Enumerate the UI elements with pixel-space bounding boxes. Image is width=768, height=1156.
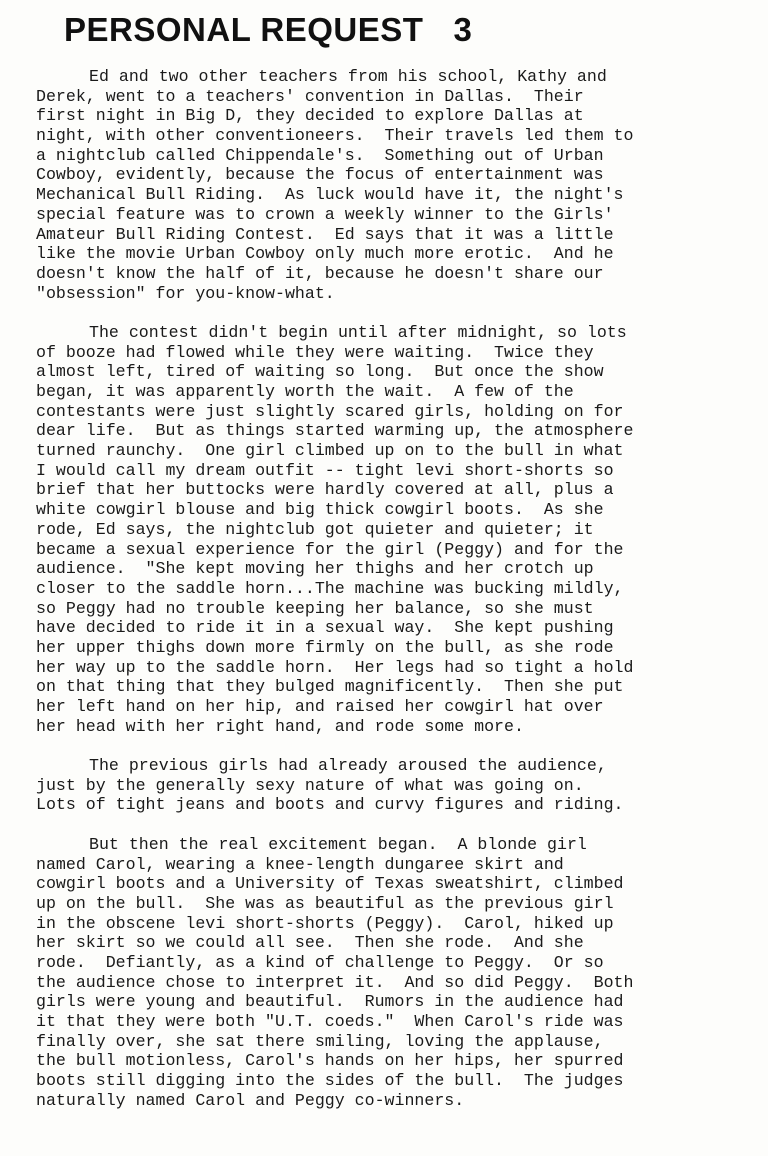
- text-line: The contest didn't begin until after midnight, so lots: [89, 322, 627, 342]
- text-line: became a sexual experience for the girl (Peggy) and for the: [36, 539, 624, 559]
- text-line: girls were young and beautiful. Rumors in the audience had: [36, 992, 624, 1012]
- text-line: her left hand on her hip, and raised her cowgirl hat over: [36, 697, 604, 716]
- text-line: audience. "She kept moving her thighs and her crotch up: [36, 559, 594, 579]
- text-line: Amateur Bull Riding Contest. Ed says that it was a little: [36, 224, 614, 244]
- text-line: of booze had flowed while they were waiting. Twice they: [36, 342, 594, 362]
- text-line: just by the generally sexy nature of what was going on.: [36, 775, 584, 795]
- text-line: on that thing that they bulged magnificently. Then she put: [36, 677, 624, 697]
- article-body: [36, 67, 746, 1130]
- paragraph: [36, 67, 746, 303]
- paragraph: [36, 323, 746, 736]
- text-line: named Carol, wearing a knee-length dungaree skirt and: [36, 854, 564, 874]
- text-line: boots still digging into the sides of the bull. The judges: [36, 1071, 624, 1091]
- text-line: The previous girls had already aroused the audience,: [89, 756, 607, 776]
- page-title: [64, 10, 472, 50]
- text-line: night, with other conventioneers. Their travels led them to: [36, 126, 634, 146]
- text-line: rode, Ed says, the nightclub got quieter and quieter; it: [36, 519, 594, 539]
- text-line: have decided to ride it in a sexual way. She kept pushing: [36, 618, 614, 638]
- text-line: the bull motionless, Carol's hands on her hips, her spurred: [36, 1051, 624, 1071]
- text-line: dear life. But as things started warming up, the atmosphere: [36, 421, 634, 441]
- text-line: But then the real excitement began. A blonde girl: [89, 834, 587, 854]
- text-line: her upper thighs down more firmly on the bull, as she rode: [36, 637, 614, 657]
- text-line: I would call my dream outfit -- tight levi short-shorts so: [36, 460, 614, 480]
- text-line: so Peggy had no trouble keeping her balance, so she must: [36, 598, 594, 618]
- text-line: a nightclub called Chippendale's. Something out of Urban: [36, 145, 604, 165]
- text-line: almost left, tired of waiting so long. But once the show: [36, 362, 604, 382]
- text-line: white cowgirl blouse and big thick cowgirl boots. As she: [36, 500, 604, 520]
- text-line: in the obscene levi short-shorts (Peggy). Carol, hiked up: [36, 913, 614, 933]
- text-line: finally over, she sat there smiling, loving the applause,: [36, 1031, 604, 1051]
- paragraph: [36, 835, 746, 1111]
- text-line: began, it was apparently worth the wait. A few of the: [36, 382, 574, 401]
- text-line: contestants were just slightly scared girls, holding on for: [36, 401, 624, 421]
- text-line: cowgirl boots and a University of Texas sweatshirt, climbed: [36, 874, 624, 894]
- text-line: her way up to the saddle horn. Her legs had so tight a hold: [36, 657, 634, 677]
- text-line: Mechanical Bull Riding. As luck would have it, the night's: [36, 185, 624, 205]
- text-line: her head with her right hand, and rode some more.: [36, 716, 524, 736]
- text-line: it that they were both "U.T. coeds." When Carol's ride was: [36, 1012, 624, 1031]
- text-line: doesn't know the half of it, because he doesn't share our: [36, 263, 604, 283]
- text-line: her skirt so we could all see. Then she rode. And she: [36, 933, 584, 953]
- text-line: rode. Defiantly, as a kind of challenge to Peggy. Or so: [36, 952, 604, 972]
- text-line: first night in Big D, they decided to explore Dallas at: [36, 106, 584, 126]
- text-line: turned raunchy. One girl climbed up on to the bull in what: [36, 441, 624, 461]
- text-line: special feature was to crown a weekly winner to the Girls': [36, 204, 614, 224]
- text-line: brief that her buttocks were hardly covered at all, plus a: [36, 480, 614, 500]
- title-text: PERSONAL REQUEST: [64, 11, 424, 48]
- text-line: up on the bull. She was as beautiful as the previous girl: [36, 893, 614, 913]
- text-line: closer to the saddle horn...The machine was bucking mildly,: [36, 578, 624, 598]
- title-number: 3: [453, 11, 473, 48]
- text-line: Ed and two other teachers from his school, Kathy and: [89, 67, 607, 86]
- text-line: "obsession" for you-know-what.: [36, 283, 335, 303]
- text-line: Derek, went to a teachers' convention in Dallas. Their: [36, 86, 584, 106]
- text-line: like the movie Urban Cowboy only much more erotic. And he: [36, 244, 614, 264]
- paragraph: [36, 756, 746, 815]
- text-line: naturally named Carol and Peggy co-winners.: [36, 1090, 465, 1110]
- text-line: Cowboy, evidently, because the focus of entertainment was: [36, 165, 604, 185]
- text-line: Lots of tight jeans and boots and curvy figures and riding.: [36, 795, 624, 815]
- text-line: the audience chose to interpret it. And so did Peggy. Both: [36, 972, 634, 992]
